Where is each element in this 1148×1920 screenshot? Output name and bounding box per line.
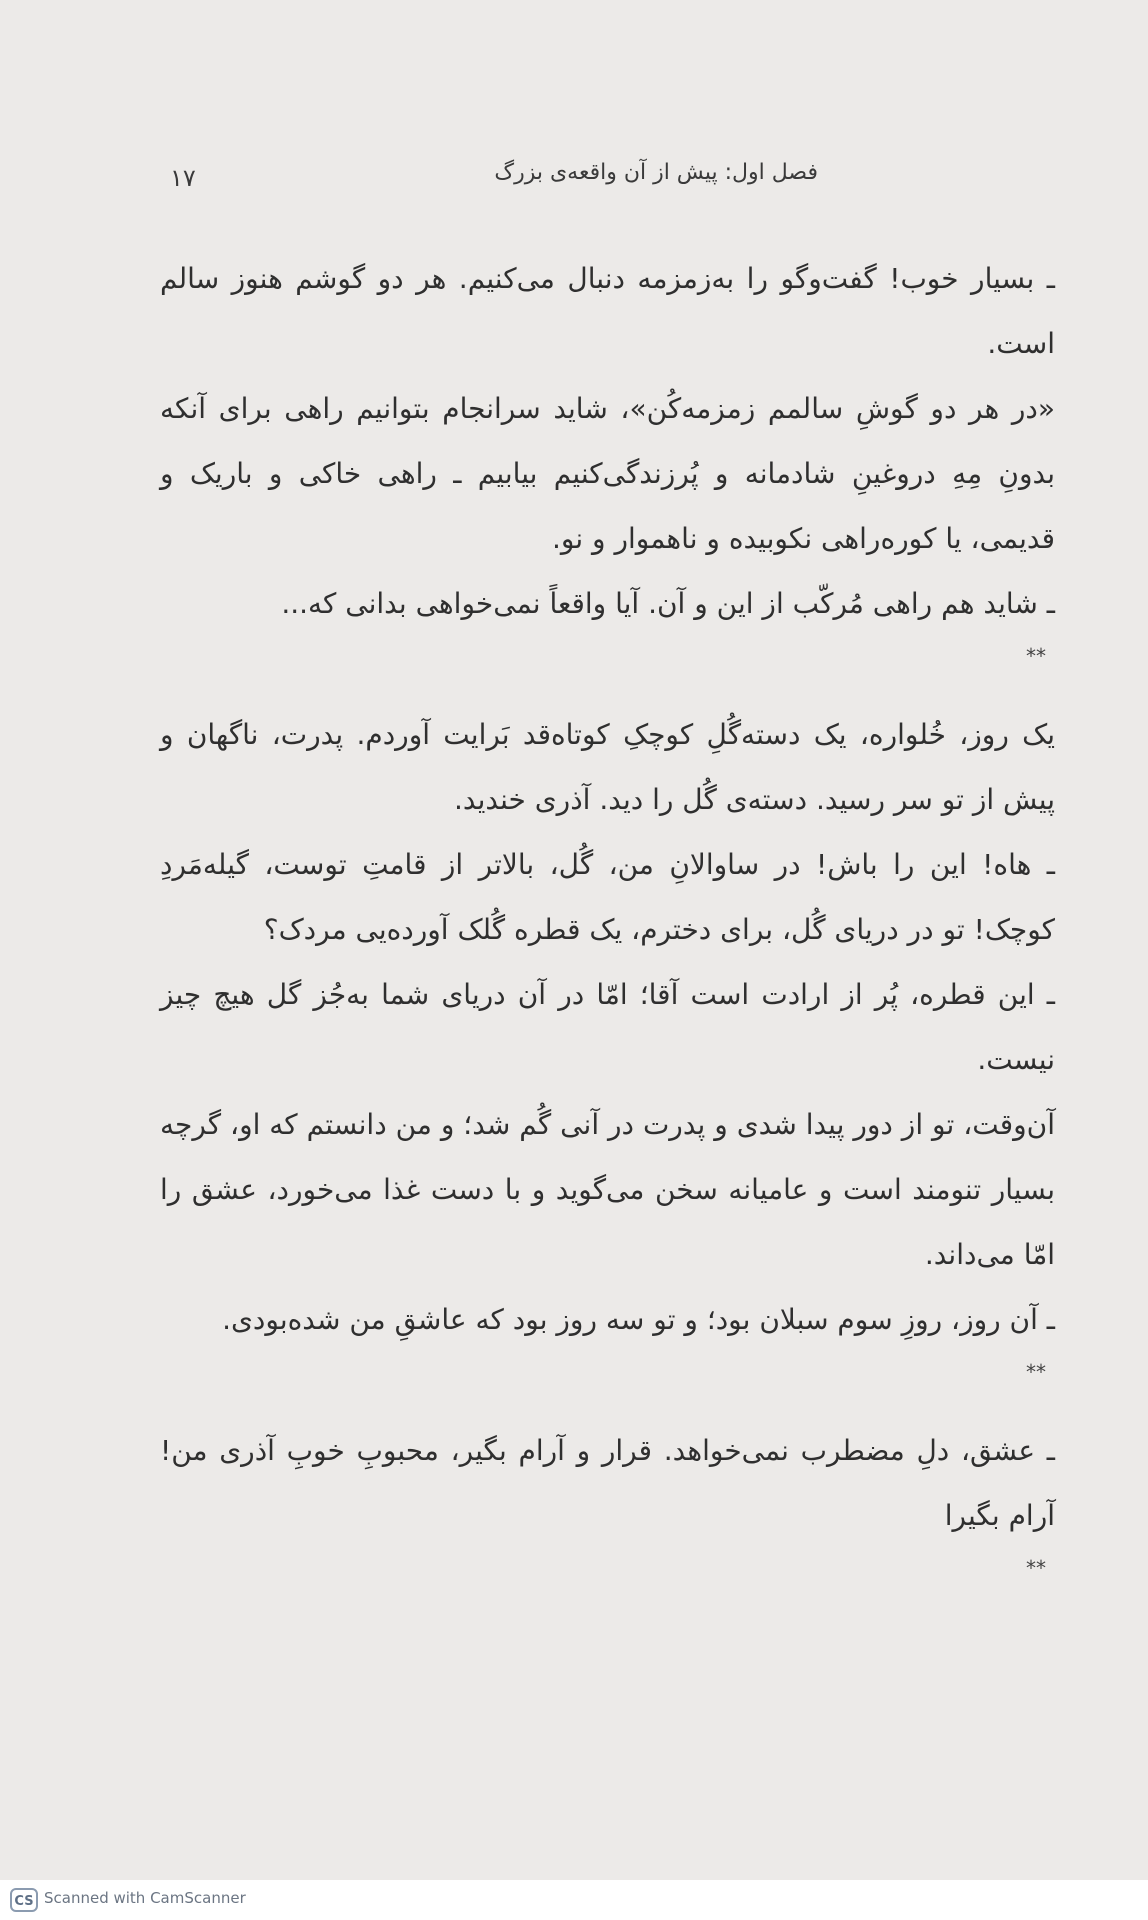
scanner-note: Scanned with CamScanner [44, 1889, 246, 1907]
page-body [160, 246, 1055, 1614]
paragraph: ـ هاه! این را باش! در ساوالانِ من، گُل، بالاتر از قامتِ توست، گیله‌مَردِ کوچک! تو در دریای گُل، برای دخترم، یک قطره گُلک آورده‌یی مردک؟ [160, 848, 1055, 946]
paragraph: ـ آن روز، روزِ سوم سبلان بود؛ و تو سه روز بود که عاشقِ من شده‌بودی. [222, 1303, 1055, 1336]
paragraph: آن‌وقت، تو از دور پیدا شدی و پدرت در آنی گُم شد؛ و من دانستم که او، گرچه بسیار تنومند است و عامیانه سخن می‌گوید و با دست غذا می‌خورد، عشق را امّا می‌داند. [160, 1108, 1055, 1271]
section-break-mark: ** [1026, 644, 1046, 668]
paragraph: «در هر دو گوشِ سالمم زمزمه‌کُن»، شاید سرانجام بتوانیم راهی برای آنکه بدونِ مِهِ دروغینِ شادمانه و پُرزندگی‌کنیم بیابیم ـ راهی خاکی و باریک و قدیمی، یا کوره‌راهی نکوبیده و ناهموار و نو. [160, 392, 1055, 555]
paragraph: ـ عشق، دلِ مضطرب نمی‌خواهد. قرار و آرام بگیر، محبوبِ خوبِ آذری من! آرام بگیرا [160, 1434, 1055, 1532]
section-break-mark: ** [1026, 1360, 1046, 1384]
running-title: فصل اول: پیش از آن واقعه‌ی بزرگ [494, 160, 818, 185]
paragraph: یک روز، خُلواره، یک دسته‌گُلِ کوچکِ کوتاه‌قد بَرایت آوردم. پدرت، ناگهان و پیش از تو سر رسید. دسته‌ی گُل را دید. آذری خندید. [160, 718, 1055, 816]
scanner-watermark [0, 1880, 1148, 1920]
section-break [160, 1548, 1055, 1614]
paragraph: ـ این قطره، پُر از ارادت است آقا؛ امّا در آن دریای شما به‌جُز گل هیچ چیز نیست. [160, 978, 1055, 1076]
section-break [160, 636, 1055, 702]
paragraph: ـ بسیار خوب! گفت‌وگو را به‌زمزمه دنبال می‌کنیم. هر دو گوشم هنوز سالم است. [160, 262, 1055, 360]
page-number: ۱۷ [170, 164, 196, 192]
camscanner-logo-icon: CS [10, 1888, 38, 1912]
section-break-mark: ** [1026, 1556, 1046, 1580]
section-break [160, 1352, 1055, 1418]
paragraph: ـ شاید هم راهی مُرکّب از این و آن. آیا واقعاً نمی‌خواهی بدانی که... [281, 587, 1055, 620]
page-header [160, 160, 1008, 200]
